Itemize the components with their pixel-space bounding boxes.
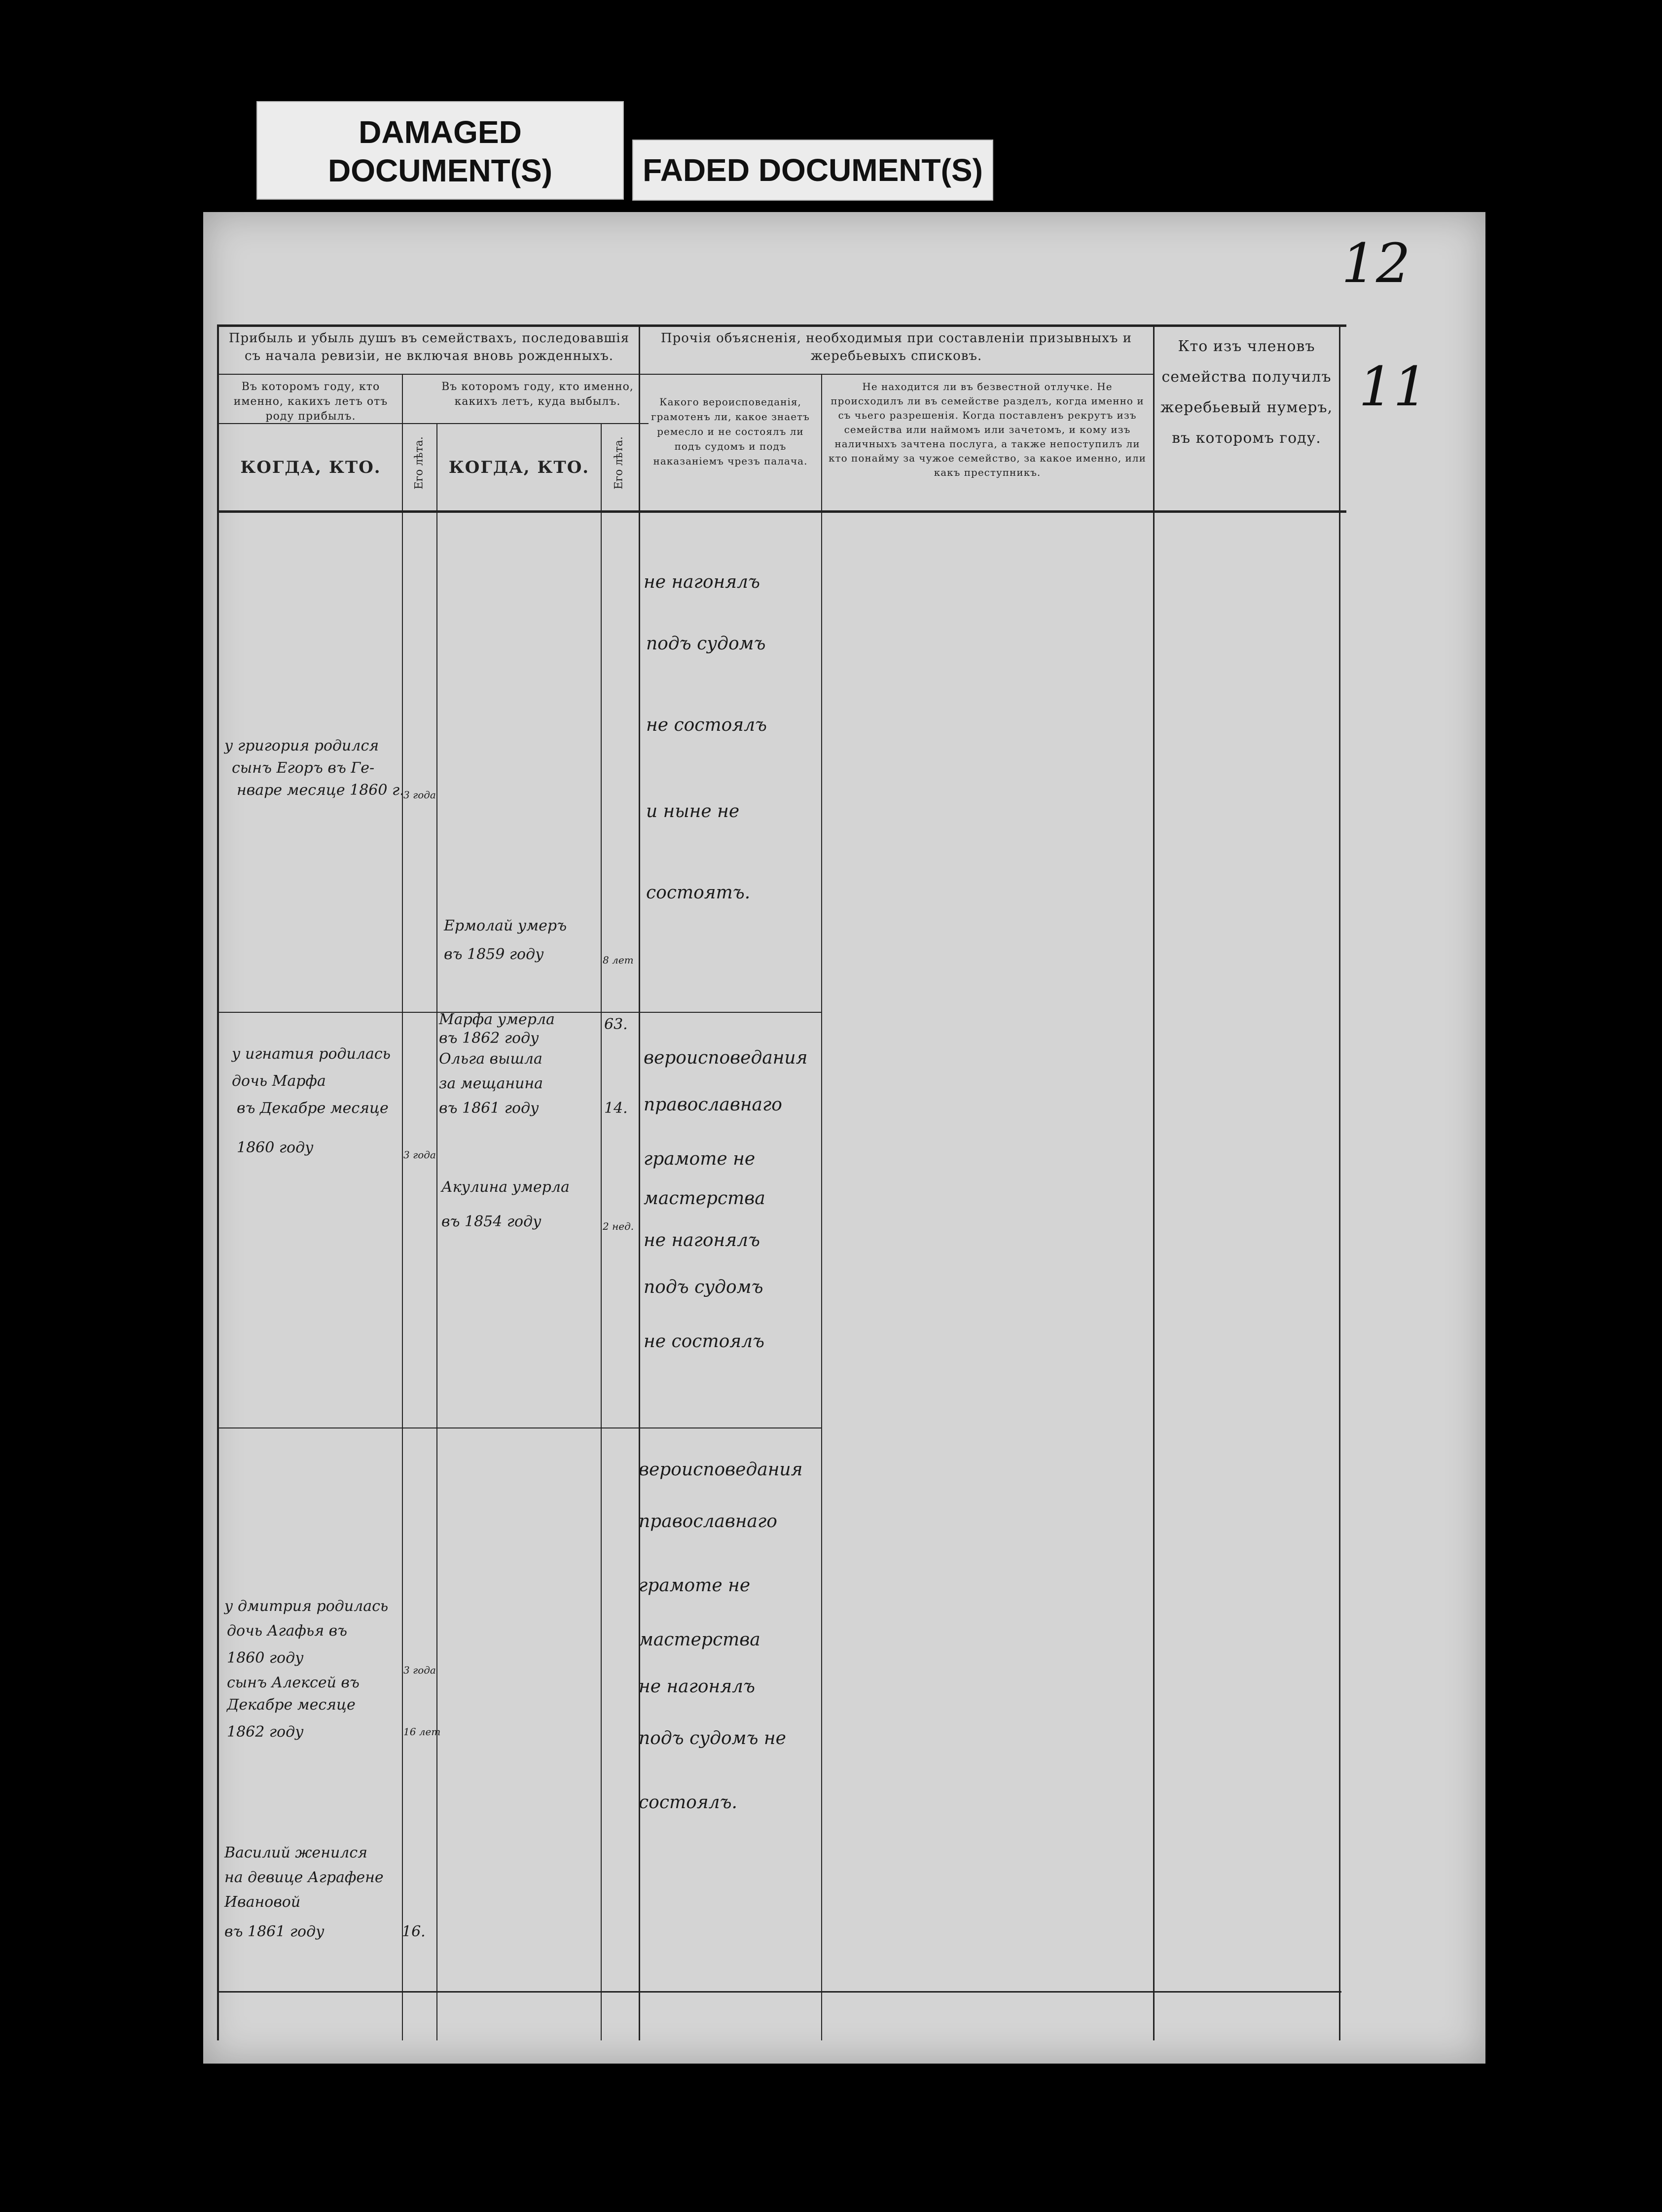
departure-entry-3-line-1: Акулина умерла <box>441 1178 570 1196</box>
header-faith: Какого вероисповеданiя, грамотенъ ли, какое знаетъ ремесло и не состоялъ ли подъ судомъ и подъ наказанiемъ чрезъ палача. <box>651 396 810 467</box>
col-line-0 <box>217 324 219 2040</box>
faith-entry-3-line-2: православнаго <box>639 1511 777 1532</box>
header-arrival: Въ которомъ году, кто именно, какихъ летъ отъ роду прибылъ. <box>233 381 388 423</box>
arrival-entry-1-line-2: сынъ Егоръ въ Ге- <box>232 759 375 777</box>
col-line-3 <box>601 423 602 2040</box>
page-number: 11 <box>1359 355 1428 418</box>
departure-entry-2-age-2: 14. <box>604 1100 628 1117</box>
arrival-entry-2-line-1: у игнатия родилась <box>232 1045 391 1063</box>
col-line-4 <box>639 324 640 2040</box>
departure-entry-3-age: 2 нед. <box>603 1220 634 1232</box>
arrival-entry-3-age-1: 3 года <box>403 1664 436 1676</box>
register-page <box>203 212 1485 2064</box>
faith-entry-2-line-1: вероисповедания <box>644 1048 808 1068</box>
faith-entry-2-line-3: грамоте не <box>644 1149 756 1169</box>
faith-entry-3-line-7: состоялъ. <box>639 1792 738 1813</box>
arrival-entry-3-line-1: у дмитрия родилась <box>224 1598 389 1615</box>
faith-entry-1-line-5: состоятъ. <box>646 883 751 903</box>
arrival-entry-2-line-4: 1860 году <box>237 1139 314 1156</box>
faith-entry-2-line-4: мастерства <box>644 1188 765 1209</box>
faith-entry-1-line-4: и ныне не <box>646 801 740 821</box>
arrival-entry-2-line-2: дочь Марфа <box>232 1072 326 1090</box>
arrival-entry-3-line-5: Декабре месяце <box>227 1696 356 1713</box>
row-divider-2 <box>217 1427 821 1428</box>
faded-document-label: FADED DOCUMENT(S) <box>632 140 993 201</box>
arrival-entry-3-age-2: 16 лет <box>403 1726 441 1738</box>
arrival-entry-4-line-3: Ивановой <box>224 1893 301 1911</box>
faith-entry-1-line-3: не состоялъ <box>646 715 767 735</box>
faith-entry-3-line-5: не нагонялъ <box>639 1677 755 1697</box>
arrival-entry-4-line-2: на девице Аграфене <box>224 1869 384 1886</box>
header-group-mid: Прочiя объясненiя, необходимыя при составленiи призывныхъ и жеребьевыхъ списковъ. <box>660 331 1132 363</box>
header-when-who-departure: КОГДА, КТО. <box>448 458 590 477</box>
col-line-5 <box>821 374 822 2040</box>
faith-entry-3-line-6: подъ судомъ не <box>639 1728 786 1748</box>
header-when-who-arrival: КОГДА, КТО. <box>240 458 381 477</box>
header-bottom-rule <box>217 510 1346 513</box>
folio-number: 12 <box>1341 232 1410 295</box>
departure-entry-2-line-2: въ 1862 году <box>439 1030 539 1047</box>
faith-entry-2-line-2: православнаго <box>644 1095 782 1115</box>
header-subrule <box>217 374 1154 375</box>
faith-entry-2-line-6: подъ судомъ <box>644 1277 763 1297</box>
arrival-entry-3-line-4: сынъ Алексей въ <box>227 1674 360 1691</box>
arrival-entry-3-line-3: 1860 году <box>227 1649 304 1667</box>
arrival-entry-1-line-1: у григория родился <box>224 737 379 754</box>
departure-entry-3-line-2: въ 1854 году <box>441 1213 542 1230</box>
header-right: Кто изъ членовъ семейства получилъ жеребьевый нумеръ, въ которомъ году. <box>1160 338 1333 447</box>
faith-entry-3-line-1: вероисповедания <box>639 1460 803 1480</box>
table-bottom-rule <box>217 1991 1341 1993</box>
arrival-entry-1-line-3: нваре месяце 1860 г. <box>237 782 404 799</box>
departure-entry-2-line-1: Марфа умерла <box>439 1011 555 1028</box>
departure-entry-1-line-2: въ 1859 году <box>444 946 544 963</box>
departure-entry-2-age-1: 63. <box>604 1016 628 1033</box>
header-age-arrival: Его лѣта. <box>413 436 426 490</box>
arrival-entry-4-line-1: Василий женился <box>224 1844 368 1861</box>
header-absence: Не находится ли въ безвестной отлучке. Не происходилъ ли въ семействе разделъ, когда именно и съ чьего разрешенiя. Когда поставленъ рекрутъ изъ семейства или наймомъ или зачетомъ, и кому изъ наличныхъ зачтена послуга, а также непоступилъ ли кто понаймy за чужое семейство, за какое именно, или какъ преступникъ. <box>829 381 1146 478</box>
arrival-entry-2-age: 3 года <box>403 1149 436 1161</box>
faith-entry-2-line-5: не нагонялъ <box>644 1230 760 1250</box>
col-line-7 <box>1339 324 1340 2040</box>
damaged-document-label: DAMAGED DOCUMENT(S) <box>256 101 624 200</box>
header-age-departure: Его лѣта. <box>613 436 625 490</box>
arrival-entry-2-line-3: въ Декабре месяце <box>237 1100 389 1117</box>
departure-entry-1-line-1: Ермолай умеръ <box>444 917 567 934</box>
col-line-6 <box>1153 324 1155 2040</box>
departure-entry-2-line-3: Ольга вышла <box>439 1050 542 1068</box>
arrival-entry-3-line-6: 1862 году <box>227 1723 304 1741</box>
col-line-2 <box>436 423 437 2040</box>
table-top-rule <box>217 324 1346 327</box>
faith-entry-3-line-4: мастерства <box>639 1630 760 1650</box>
header-group-left: Прибыль и убыль душъ въ семействахъ, последовавшiя съ начала ревизiи, не включая вновь рожденныхъ. <box>228 331 630 363</box>
arrival-entry-4-line-4: въ 1861 году <box>224 1923 325 1940</box>
faith-entry-1-line-1: не нагонялъ <box>644 572 760 592</box>
departure-entry-2-line-4: за мещанина <box>439 1075 543 1092</box>
faith-entry-1-line-2: подъ судомъ <box>646 634 766 654</box>
arrival-entry-4-age: 16. <box>402 1923 426 1940</box>
col-line-1 <box>402 374 403 2040</box>
arrival-entry-1-age: 3 года <box>403 789 436 801</box>
faith-entry-3-line-3: грамоте не <box>639 1575 751 1596</box>
arrival-entry-3-line-2: дочь Агафья въ <box>227 1622 348 1640</box>
header-departure: Въ которомъ году, кто именно, какихъ летъ, куда выбылъ. <box>441 381 634 408</box>
departure-entry-1-age: 8 лет <box>603 954 634 966</box>
departure-entry-2-line-5: въ 1861 году <box>439 1100 539 1117</box>
faith-entry-2-line-7: не состоялъ <box>644 1331 765 1352</box>
